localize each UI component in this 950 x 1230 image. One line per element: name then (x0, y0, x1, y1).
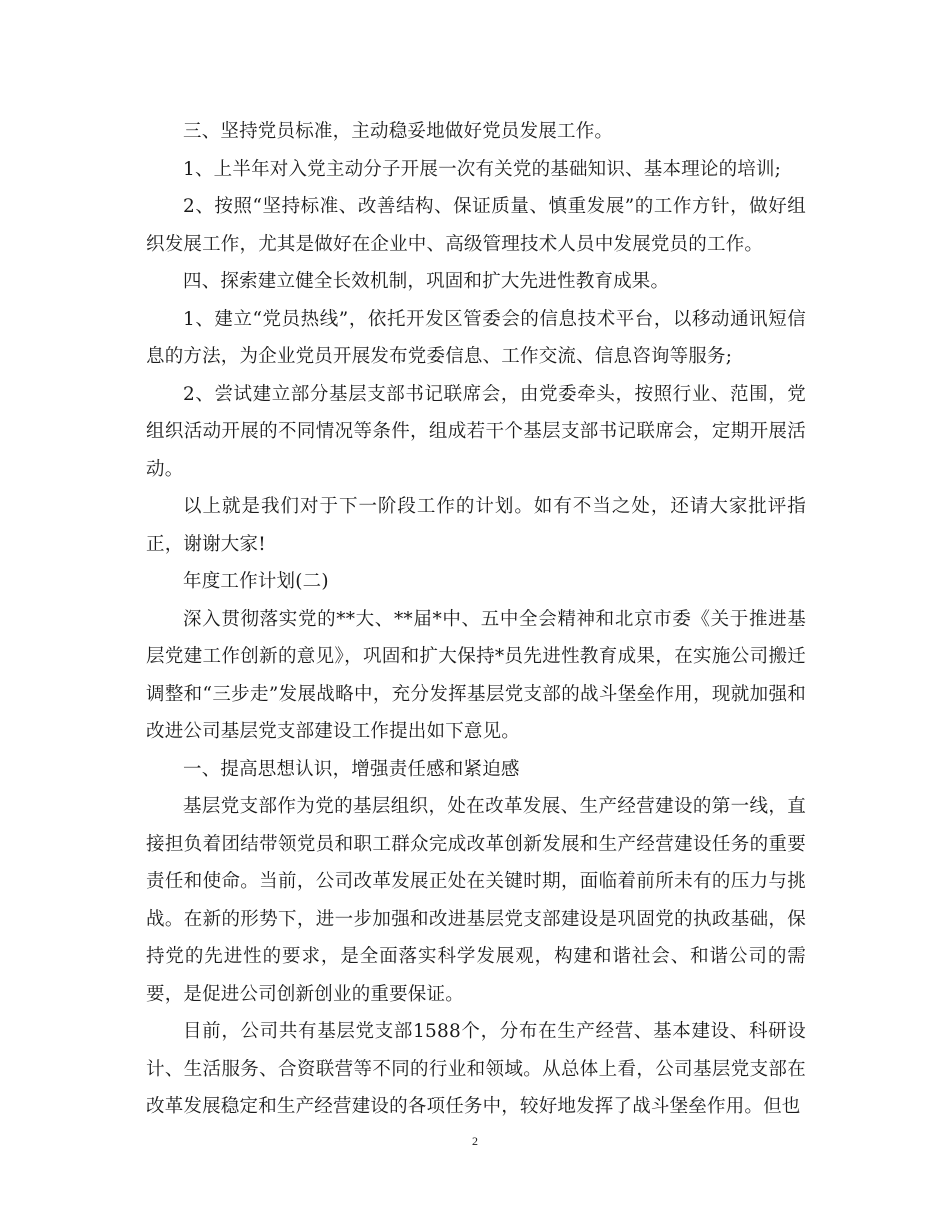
paragraph: 1、上半年对入党主动分子开展一次有关党的基础知识、基本理论的培训; (183, 158, 782, 180)
paragraph: 以上就是我们对于下一阶段工作的计划。如有不当之处，还请大家批评指正，谢谢大家! (146, 496, 806, 555)
paragraph: 目前，公司共有基层党支部1588个，分布在生产经营、基本建设、科研设计、生活服务、合资联营等不同的行业和领域。从总体上看，公司基层党支部在改革发展稳定和生产经营建设的各项任务中，较好地发挥了战斗堡垒作用。但也 (146, 1021, 806, 1117)
paragraph: 一、提高思想认识，增强责任感和紧迫感 (183, 758, 520, 780)
paragraph: 深入贯彻落实党的**大、**届*中、五中全会精神和北京市委《关于推进基层党建工作创新的意见》，巩固和扩大保持*员先进性教育成果，在实施公司搬迁调整和“三步走”发展战略中，充分发挥基层党支部的战斗堡垒作用，现就加强和改进公司基层党支部建设工作提出如下意见。 (146, 608, 806, 742)
paragraph: 四、探索建立健全长效机制，巩固和扩大先进性教育成果。 (183, 271, 670, 292)
section-heading: 年度工作计划(二) (183, 571, 329, 592)
paragraph: 三、坚持党员标准，主动稳妥地做好党员发展工作。 (183, 121, 614, 142)
paragraph: 2、尝试建立部分基层支部书记联席会，由党委牵头，按照行业、范围，党组织活动开展的不同情况等条件，组成若干个基层支部书记联席会，定期开展活动。 (146, 383, 806, 480)
document-body (146, 113, 806, 1126)
paragraph: 1、建立“党员热线”，依托开发区管委会的信息技术平台，以移动通讯短信息的方法，为企业党员开展发布党委信息、工作交流、信息咨询等服务; (146, 308, 806, 367)
paragraph: 基层党支部作为党的基层组织，处在改革发展、生产经营建设的第一线，直接担负着团结带领党员和职工群众完成改革创新发展和生产经营建设任务的重要责任和使命。当前，公司改革发展正处在关键时期，面临着前所未有的压力与挑战。在新的形势下，进一步加强和改进基层党支部建设是巩固党的执政基础，保持党的先进性的要求，是全面落实科学发展观，构建和谐社会、和谐公司的需要，是促进公司创新创业的重要保证。 (146, 796, 806, 1005)
paragraph: 2、按照“坚持标准、改善结构、保证质量、慎重发展”的工作方针，做好组织发展工作，尤其是做好在企业中、高级管理技术人员中发展党员的工作。 (146, 196, 806, 255)
page-number: 2 (472, 1134, 478, 1148)
